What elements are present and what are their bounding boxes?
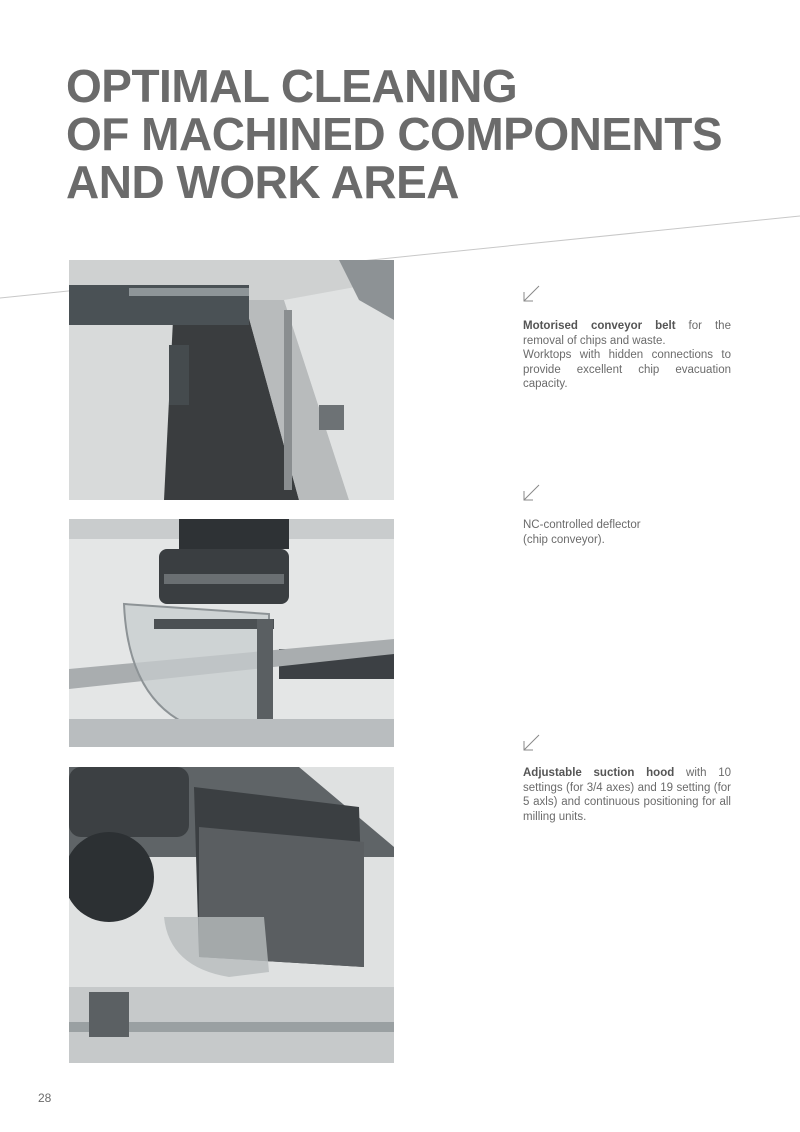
arrow-down-left-icon [521,733,541,753]
caption-line-1: NC-controlled deflector [523,519,641,531]
arrow-down-left-icon [521,483,541,503]
suction-hood-caption [523,766,731,824]
title-line-1: OPTIMAL CLEANING [66,60,518,112]
caption-line-2: (chip conveyor). [523,533,605,546]
arrow-down-left-icon [521,284,541,304]
conveyor-belt-photo [69,260,394,500]
page-title [66,62,722,206]
caption-text: for the removal of chips and waste. [523,320,731,347]
deflector-photo [69,519,394,747]
conveyor-belt-caption [523,319,731,392]
caption-text: with 10 settings (for 3/4 axes) and 19 setting (for 5 axls) and continuous positioning for all milling units. [523,767,731,823]
deflector-caption [523,518,731,547]
suction-hood-photo [69,767,394,1063]
title-line-2: OF MACHINED COMPONENTS [66,108,722,160]
caption-paragraph-2: Worktops with hidden connections to provide excellent chip evacuation capacity. [523,349,731,390]
caption-bold: Adjustable suction hood [523,767,675,779]
caption-paragraph [523,766,731,824]
caption-paragraph [523,319,731,348]
title-line-3: AND WORK AREA [66,156,459,208]
page-number: 28 [38,1091,52,1105]
caption-bold: Motorised conveyor belt [523,320,676,332]
